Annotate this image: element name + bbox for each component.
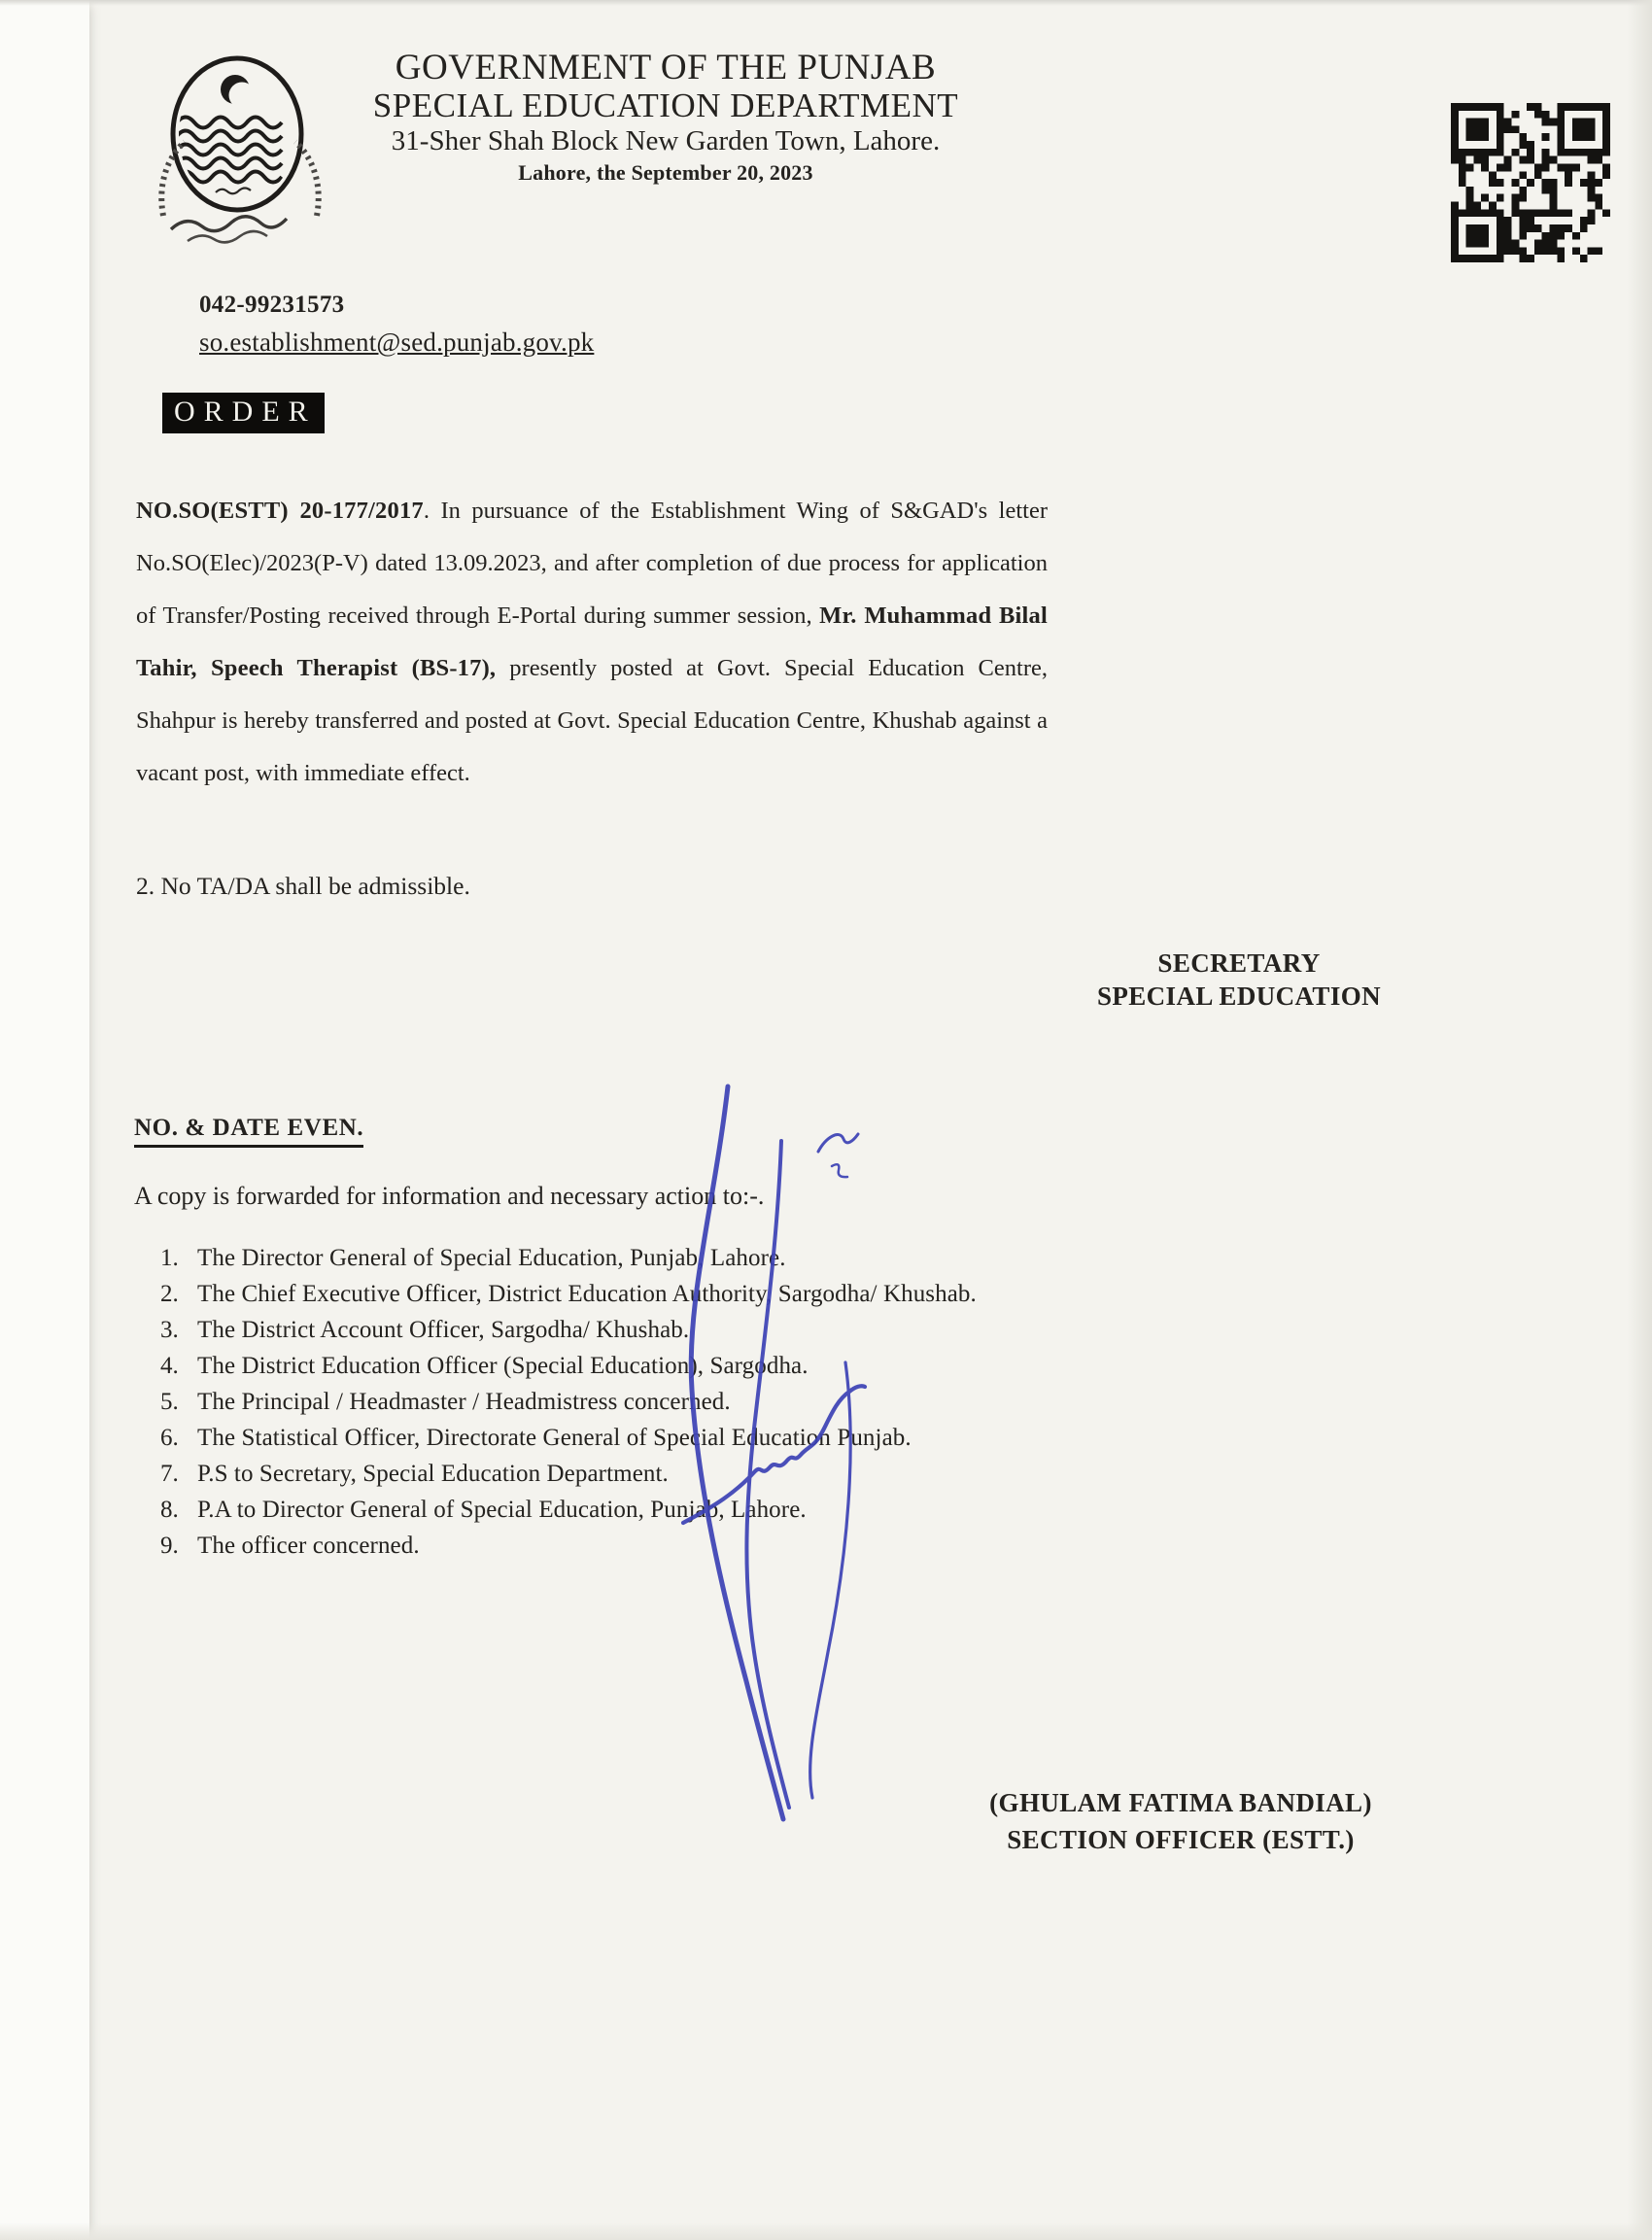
department-address: 31-Sher Shah Block New Garden Town, Lahore. [391, 124, 941, 156]
scan-edge-top [0, 0, 1652, 6]
order-reference-number: NO.SO(ESTT) 20-177/2017 [136, 498, 424, 524]
department-title-line1: GOVERNMENT OF THE PUNJAB [395, 48, 937, 87]
email-address: so.establishment@sed.punjab.gov.pk [199, 327, 595, 358]
order-heading: ORDER [162, 393, 325, 433]
section-officer-name: (GHULAM FATIMA BANDIAL) [989, 1788, 1372, 1817]
signature-ink [622, 1064, 943, 1842]
scan-margin-left [0, 0, 89, 2240]
endorsement-heading: NO. & DATE EVEN. [134, 1115, 363, 1148]
dateline: Lahore, the September 20, 2023 [518, 160, 813, 186]
order-paragraph: NO.SO(ESTT) 20-177/2017. In pursuance of the Establishment Wing of S&GAD's letter No.SO(Elec)/2023(P-V) dated 13.09.2023, and after completion of due process for application of Transfer/Posting received through E-Portal during summer session, Mr. Muhammad Bilal Tahir, Speech Therapist (BS-17), presently posted at Govt. Special Education Centre, Shahpur is hereby transferred and posted at Govt. Special Education Centre, Khushab against a vacant post, with immediate effect. [136, 498, 1048, 786]
signatory-line2: SPECIAL EDUCATION [1096, 982, 1382, 1011]
phone-number: 042-99231573 [199, 292, 345, 318]
section-officer-block [918, 1784, 1443, 1858]
scan-edge-right [1627, 0, 1652, 2240]
officer-name-and-post: Mr. Muhammad Bilal Tahir, Speech Therapist (BS-17), [136, 603, 1048, 681]
signatory-designation [1045, 947, 1433, 1013]
department-title-line2: SPECIAL EDUCATION DEPARTMENT [372, 86, 959, 124]
list-item: 8. P.A to Director General of Special Education, Punjab, Lahore. [160, 1497, 807, 1523]
list-item: 6. The Statistical Officer, Directorate General of Special Education Punjab. [160, 1425, 912, 1451]
copy-forward-intro: A copy is forwarded for information and necessary action to:-. [134, 1182, 765, 1210]
scan-edge-bottom [0, 2223, 1652, 2240]
contact-block [199, 290, 594, 360]
list-item: 3. The District Account Officer, Sargodha/ Khushab. [160, 1317, 690, 1343]
qr-code-icon [1451, 103, 1610, 262]
section-officer-title: SECTION OFFICER (ESTT.) [1007, 1825, 1355, 1854]
clause-no-tada: 2. No TA/DA shall be admissible. [136, 872, 470, 900]
list-item: 2. The Chief Executive Officer, District Education Authority, Sargodha/ Khushab. [160, 1281, 977, 1307]
letterhead [255, 49, 1077, 185]
signatory-line1: SECRETARY [1157, 948, 1321, 978]
list-item: 9. The officer concerned. [160, 1533, 420, 1559]
list-item: 7. P.S to Secretary, Special Education Department. [160, 1461, 669, 1487]
list-item: 4. The District Education Officer (Special Education), Sargodha. [160, 1353, 809, 1379]
list-item: 1. The Director General of Special Education, Punjab, Lahore. [160, 1245, 786, 1271]
list-item: 5. The Principal / Headmaster / Headmistress concerned. [160, 1389, 731, 1415]
